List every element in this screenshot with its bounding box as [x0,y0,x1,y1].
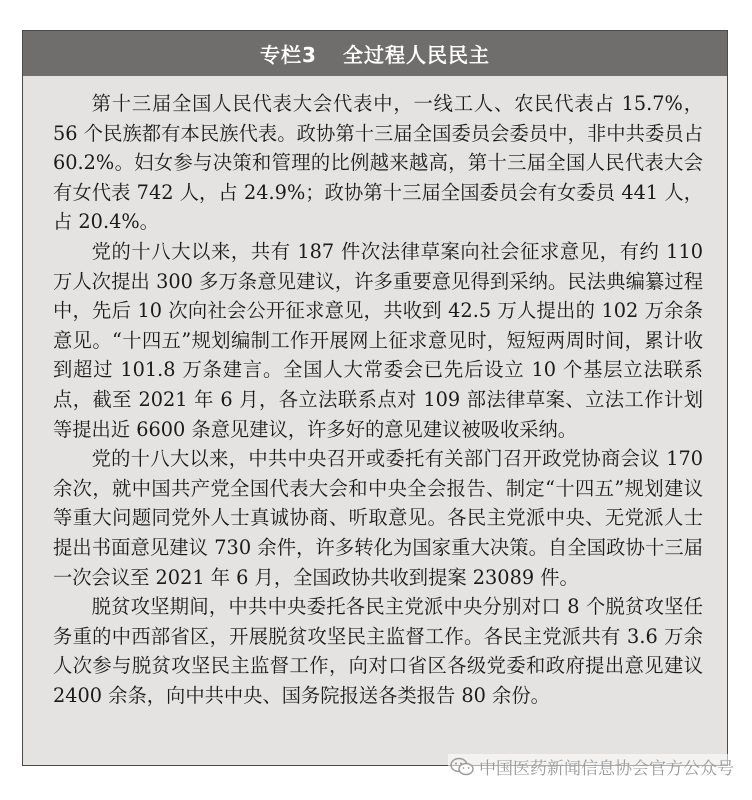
box-body [53,89,703,710]
paragraph-poverty-supervision: 脱贫攻坚期间，中共中央委托各民主党派中央分别对口 8 个脱贫攻坚任务重的中西部省区，开展脱贫攻坚民主监督工作。各民主党派共有 3.6 万余人次参与脱贫攻坚民主监督工作，向对口省区各级党委和政府提出意见建议 2400 余条，向中共中央、国务院报送各类报告 80 余份。 [53,595,703,707]
watermark [448,754,736,779]
box-title: 全过程人民民主 [342,43,490,67]
paragraph-consultation: 党的十八大以来，中共中央召开或委托有关部门召开政党协商会议 170 余次，就中国共产党全国代表大会和中央全会报告、制定“十四五”规划建议等重大问题同党外人士真诚协商、听取意见。各民主党派中央、无党派人士提出书面意见建议 730 余件，许多转化为国家重大决策。自全国政协十三届一次会议至 2021 年 6 月，全国政协共收到提案 23089 件。 [53,447,703,589]
wechat-icon [450,757,474,777]
sidebar-box [22,30,728,766]
watermark-text: 中国医药新闻信息协会官方公众号 [479,759,734,779]
paragraph-legislation: 党的十八大以来，共有 187 件次法律草案向社会征求意见，有约 110 万人次提出 300 多万条意见建议，许多重要意见得到采纳。民法典编纂过程中，先后 10 次向社会公开征求意见，共收到 42.5 万人提出的 102 万余条意见。“十四五”规划编制工作开展网上征求意见时，短短两周时间，累计收到超过 101.8 万条建言。全国人大常委会已先后设立 10 个基层立法联系点，截至 2021 年 6 月，各立法联系点对 109 部法律草案、立法工作计划等提出近 6600 条意见建议，许多好的意见建议被吸收采纳。 [53,239,703,441]
paragraph-representation: 第十三届全国人民代表大会代表中，一线工人、农民代表占 15.7%，56 个民族都有本民族代表。政协第十三届全国委员会委员中，非中共委员占 60.2%。妇女参与决策和管理的比例越来越高，第十三届全国人民代表大会有女代表 742 人，占 24.9%；政协第十三届全国委员会有女委员 441 人，占 20.4%。 [53,92,703,234]
box-header [23,31,727,76]
column-label: 专栏3 [260,43,317,67]
